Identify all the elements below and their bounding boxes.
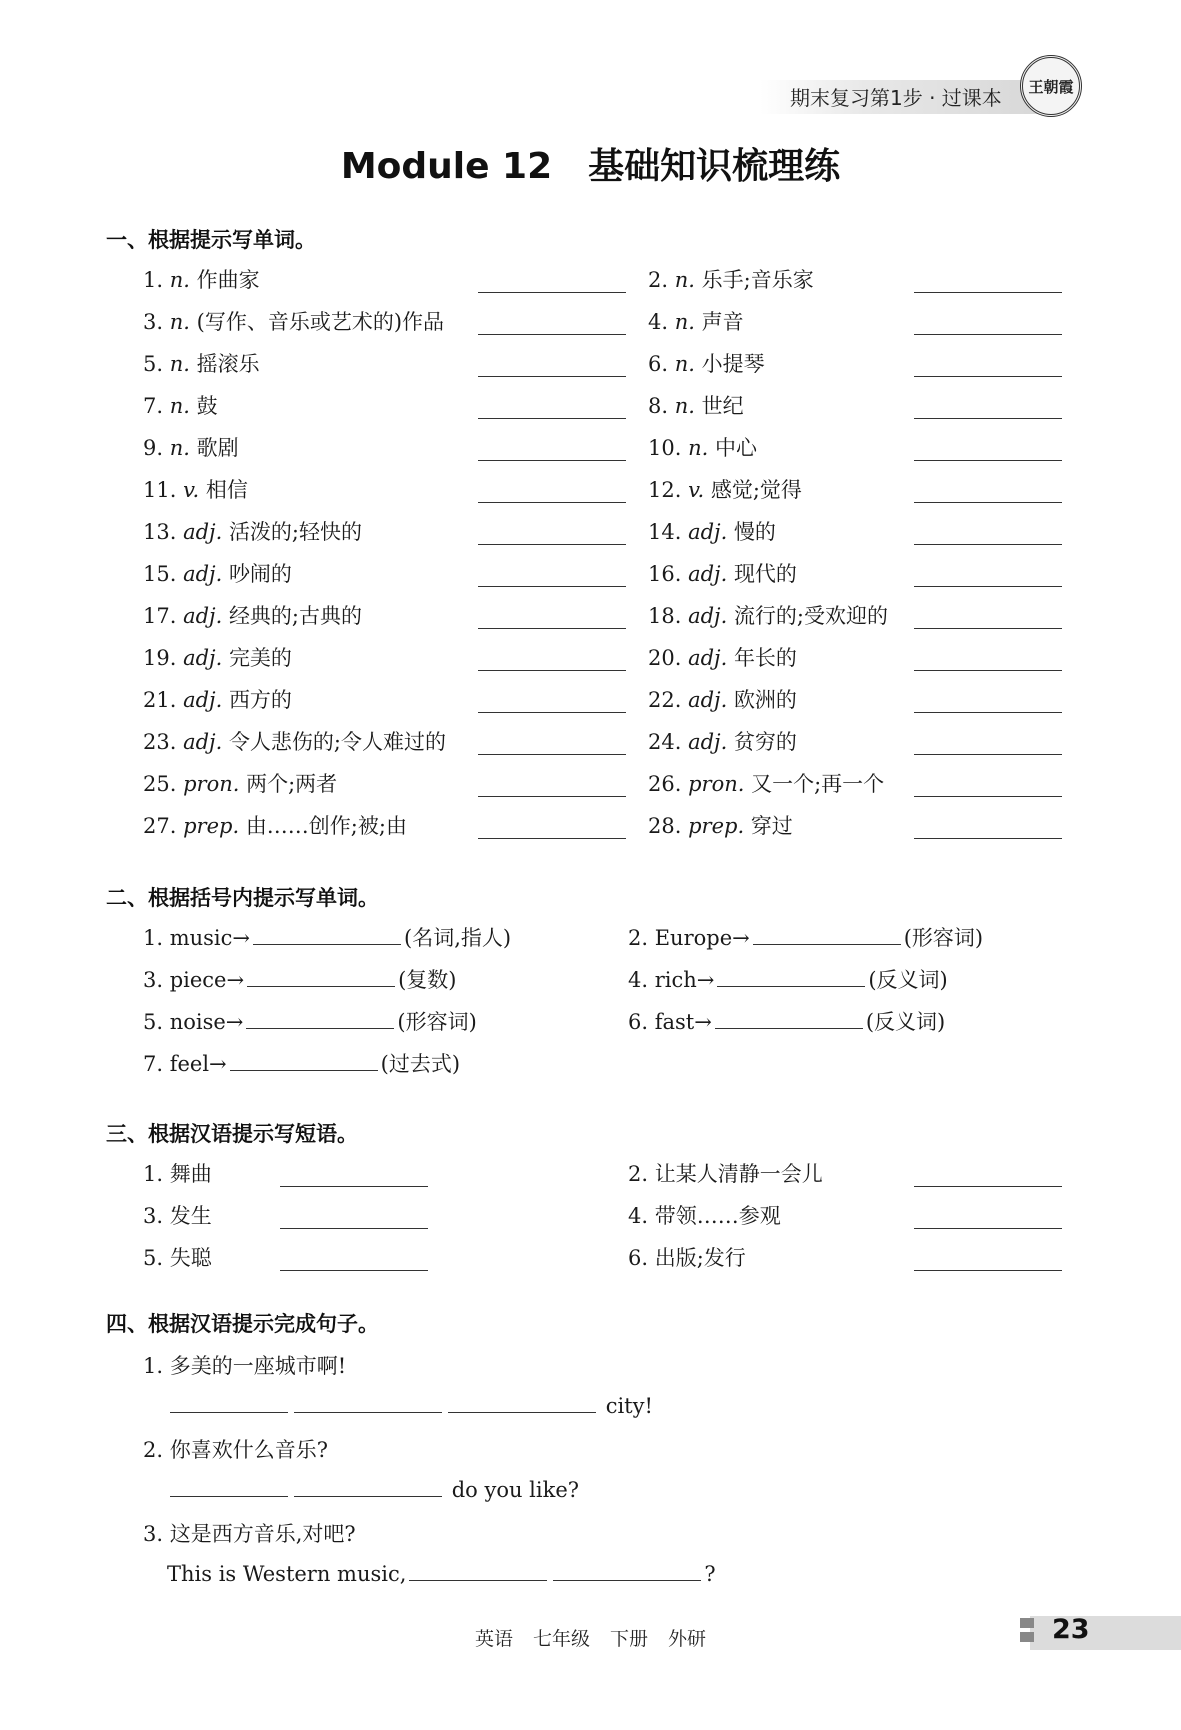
s1-item [143, 390, 218, 420]
s1-item-pos: n. [169, 394, 190, 418]
s4-q3-blank-1[interactable] [409, 1560, 547, 1581]
series-label: 期末复习第1步 · 过课本 [790, 86, 1002, 110]
s2-item-prompt: 1. music→ [143, 926, 250, 950]
s1-item-number: 25. [143, 772, 177, 796]
s1-answer-blank[interactable] [914, 544, 1062, 545]
s1-answer-blank[interactable] [914, 754, 1062, 755]
s1-item-number: 6. [648, 352, 669, 376]
s1-item-number: 8. [648, 394, 669, 418]
s4-q3-blank-2[interactable] [553, 1560, 701, 1581]
page-number: 23 [1052, 1614, 1090, 1645]
s1-item-pos: v. [688, 478, 705, 502]
s1-item-pos: adj. [183, 604, 223, 628]
s1-item-pos: adj. [688, 604, 728, 628]
s2-item-prompt: 2. Europe→ [628, 926, 750, 950]
s1-item-number: 3. [143, 310, 164, 334]
s1-item-pos: adj. [688, 730, 728, 754]
s2-item-prompt: 6. fast→ [628, 1010, 712, 1034]
s1-item-pos: prep. [183, 814, 240, 838]
s3-answer-blank[interactable] [280, 1186, 428, 1187]
s1-item [143, 726, 446, 756]
s1-item-pos: prep. [688, 814, 745, 838]
s1-item-pos: adj. [688, 688, 728, 712]
s1-answer-blank[interactable] [914, 292, 1062, 293]
s1-item-pos: adj. [183, 646, 223, 670]
footer-subject: 英语 七年级 下册 外研 [474, 1628, 707, 1650]
s1-answer-blank[interactable] [478, 502, 626, 503]
s4-q2-tail: do you like? [451, 1478, 579, 1502]
title-subtitle: 基础知识梳理练 [588, 146, 841, 187]
s3-item: 4. 带领……参观 [628, 1204, 781, 1228]
page-title [0, 138, 1181, 189]
s4-q1-blank-3[interactable] [448, 1392, 596, 1413]
s1-answer-blank[interactable] [914, 586, 1062, 587]
s1-item-hint: 完美的 [228, 646, 292, 670]
s2-item-hint: (名词,指人) [404, 926, 512, 950]
s1-item-pos: n. [169, 436, 190, 460]
s1-item [648, 474, 802, 504]
s1-answer-blank[interactable] [478, 292, 626, 293]
s1-item [143, 306, 444, 336]
s1-item-hint: 西方的 [228, 688, 292, 712]
s2-item [143, 1006, 477, 1036]
s1-item [648, 726, 797, 756]
s1-item-hint: 现代的 [733, 562, 797, 586]
s1-answer-blank[interactable] [478, 670, 626, 671]
s2-item-prompt: 5. noise→ [143, 1010, 244, 1034]
s1-answer-blank[interactable] [914, 334, 1062, 335]
s4-q2-blank-1[interactable] [170, 1476, 288, 1497]
s4-q3-prompt: 3. 这是西方音乐,对吧? [143, 1522, 356, 1546]
s4-q2-blank-2[interactable] [294, 1476, 442, 1497]
s1-answer-blank[interactable] [478, 628, 626, 629]
s1-item-pos: v. [183, 478, 200, 502]
s4-q3-lead: This is Western music, [167, 1562, 407, 1586]
s1-item-hint: 小提琴 [701, 352, 765, 376]
s1-item-number: 24. [648, 730, 682, 754]
s1-item-number: 27. [143, 814, 177, 838]
s4-q1-blank-1[interactable] [170, 1392, 288, 1413]
s4-q1-prompt: 1. 多美的一座城市啊! [143, 1354, 347, 1378]
s1-item-pos: n. [674, 352, 695, 376]
s1-answer-blank[interactable] [914, 418, 1062, 419]
s1-item-hint: 令人悲伤的;令人难过的 [228, 730, 447, 754]
s1-answer-blank[interactable] [478, 460, 626, 461]
s4-q2-answer-line [167, 1476, 579, 1502]
s1-item-hint: 摇滚乐 [196, 352, 260, 376]
s2-item-prompt: 3. piece→ [143, 968, 245, 992]
s2-item-hint: (反义词) [865, 1010, 946, 1034]
s1-item-hint: 相信 [205, 478, 248, 502]
s1-item [143, 810, 407, 840]
s1-answer-blank[interactable] [914, 628, 1062, 629]
s1-item-number: 1. [143, 268, 164, 292]
s1-item-number: 22. [648, 688, 682, 712]
s1-answer-blank[interactable] [478, 544, 626, 545]
s4-q3-answer-line [167, 1560, 716, 1586]
s4-q2-prompt: 2. 你喜欢什么音乐? [143, 1438, 328, 1462]
s1-item-number: 28. [648, 814, 682, 838]
s3-item: 5. 失聪 [143, 1246, 212, 1270]
s1-item [648, 516, 776, 546]
s1-item-hint: 又一个;再一个 [751, 772, 885, 796]
s1-answer-blank[interactable] [914, 460, 1062, 461]
s2-item [628, 1006, 945, 1036]
s2-item-hint: (形容词) [903, 926, 984, 950]
s1-item-number: 5. [143, 352, 164, 376]
s1-item-hint: 中心 [714, 436, 757, 460]
s3-item: 1. 舞曲 [143, 1162, 212, 1186]
s1-item [143, 432, 239, 462]
s1-item-number: 26. [648, 772, 682, 796]
s1-answer-blank[interactable] [914, 502, 1062, 503]
s1-item [648, 348, 765, 378]
s4-q1-answer-line [167, 1392, 653, 1418]
s1-item-pos: pron. [688, 772, 745, 796]
s1-item-hint: 流行的;受欢迎的 [733, 604, 889, 628]
s1-item-number: 19. [143, 646, 177, 670]
s1-item [648, 264, 814, 294]
s1-item-hint: 经典的;古典的 [228, 604, 363, 628]
s1-item-number: 16. [648, 562, 682, 586]
s3-item: 6. 出版;发行 [628, 1246, 746, 1270]
s1-item-hint: 穿过 [750, 814, 793, 838]
publisher-logo: 王朝霞 [1020, 55, 1082, 117]
s1-item-number: 20. [648, 646, 682, 670]
s1-item-hint: 乐手;音乐家 [701, 268, 814, 292]
s1-item-number: 13. [143, 520, 177, 544]
s2-answer-blank[interactable] [253, 924, 401, 945]
s2-item [628, 964, 948, 994]
s1-answer-blank[interactable] [478, 586, 626, 587]
section4-heading: 四、根据汉语提示完成句子。 [106, 1312, 379, 1336]
s1-item-hint: 感觉;觉得 [710, 478, 802, 502]
s1-answer-blank[interactable] [478, 754, 626, 755]
s1-item [648, 390, 744, 420]
s1-item-hint: 两个;两者 [246, 772, 338, 796]
s1-item-number: 21. [143, 688, 177, 712]
s1-item-pos: adj. [688, 520, 728, 544]
s1-item-number: 14. [648, 520, 682, 544]
s1-item-number: 4. [648, 310, 669, 334]
s1-item [143, 558, 292, 588]
s1-answer-blank[interactable] [478, 334, 626, 335]
s1-item-number: 12. [648, 478, 682, 502]
s1-item-pos: adj. [688, 646, 728, 670]
s1-item-hint: 声音 [701, 310, 744, 334]
s2-item [143, 964, 456, 994]
s2-item-hint: (形容词) [397, 1010, 477, 1034]
s4-q1-tail: city! [605, 1394, 653, 1418]
s1-item-hint: 欧洲的 [733, 688, 797, 712]
s1-item [648, 558, 797, 588]
module-label: Module 12 [340, 146, 553, 187]
s2-answer-blank[interactable] [753, 924, 901, 945]
s1-item-pos: n. [169, 352, 190, 376]
s1-answer-blank[interactable] [914, 712, 1062, 713]
s2-item [628, 922, 983, 952]
s1-item [648, 306, 744, 336]
s1-answer-blank[interactable] [914, 376, 1062, 377]
s1-item-hint: 世纪 [701, 394, 744, 418]
s1-answer-blank[interactable] [478, 796, 626, 797]
s1-item [648, 768, 884, 798]
s1-answer-blank[interactable] [478, 838, 626, 839]
s1-item [648, 432, 757, 462]
s2-answer-blank[interactable] [247, 966, 395, 987]
s3-answer-blank[interactable] [914, 1186, 1062, 1187]
s1-item-number: 2. [648, 268, 669, 292]
s1-item-number: 18. [648, 604, 682, 628]
s1-answer-blank[interactable] [478, 712, 626, 713]
s1-item-hint: 由……创作;被;由 [245, 814, 407, 838]
s1-item [143, 600, 362, 630]
s1-item-number: 15. [143, 562, 177, 586]
s1-item-number: 9. [143, 436, 164, 460]
s1-item-pos: n. [169, 268, 190, 292]
s4-q1-blank-2[interactable] [294, 1392, 442, 1413]
section2-heading: 二、根据括号内提示写单词。 [106, 886, 379, 910]
s1-item-pos: n. [169, 310, 190, 334]
s1-item-pos: adj. [183, 730, 223, 754]
s1-answer-blank[interactable] [478, 376, 626, 377]
s2-item-prompt: 4. rich→ [628, 968, 715, 992]
s1-answer-blank[interactable] [478, 418, 626, 419]
s1-item-hint: 歌剧 [196, 436, 239, 460]
s1-item-pos: n. [674, 310, 695, 334]
s1-item-hint: 贫穷的 [733, 730, 797, 754]
s1-item [143, 348, 260, 378]
s1-item [648, 810, 793, 840]
s3-item: 3. 发生 [143, 1204, 212, 1228]
s3-answer-blank[interactable] [280, 1228, 428, 1229]
s1-item-pos: n. [674, 394, 695, 418]
s1-item-pos: adj. [183, 520, 223, 544]
s2-answer-blank[interactable] [230, 1050, 378, 1071]
s1-item-pos: adj. [183, 562, 223, 586]
s1-item-hint: (写作、音乐或艺术的)作品 [196, 310, 445, 334]
s1-item-pos: adj. [183, 688, 223, 712]
s1-item [143, 768, 337, 798]
s1-item [143, 684, 292, 714]
s1-item-hint: 作曲家 [196, 268, 260, 292]
s1-item-number: 17. [143, 604, 177, 628]
s2-item [143, 922, 511, 952]
s1-item-hint: 慢的 [733, 520, 776, 544]
s1-answer-blank[interactable] [914, 670, 1062, 671]
s1-item [143, 642, 292, 672]
s3-item: 2. 让某人清静一会儿 [628, 1162, 823, 1186]
s1-item-pos: n. [674, 268, 695, 292]
s1-item-hint: 鼓 [196, 394, 218, 418]
s2-item [143, 1048, 460, 1078]
s1-item-number: 10. [648, 436, 682, 460]
s2-item-prompt: 7. feel→ [143, 1052, 227, 1076]
s1-item [648, 684, 797, 714]
s1-item-hint: 活泼的;轻快的 [228, 520, 363, 544]
s1-item-hint: 年长的 [733, 646, 797, 670]
s1-answer-blank[interactable] [914, 838, 1062, 839]
section3-heading: 三、根据汉语提示写短语。 [106, 1122, 358, 1146]
s1-item-pos: adj. [688, 562, 728, 586]
section1-heading: 一、根据提示写单词。 [106, 228, 316, 252]
s1-item-number: 7. [143, 394, 164, 418]
s2-item-hint: (过去式) [380, 1052, 461, 1076]
s2-answer-blank[interactable] [717, 966, 865, 987]
s4-q3-tail: ? [704, 1562, 716, 1586]
s1-item [143, 264, 260, 294]
s3-answer-blank[interactable] [914, 1228, 1062, 1229]
s1-item [143, 474, 248, 504]
s2-item-hint: (反义词) [868, 968, 948, 992]
s3-answer-blank[interactable] [280, 1270, 428, 1271]
page-deco [1020, 1618, 1034, 1646]
s2-item-hint: (复数) [398, 968, 457, 992]
s2-answer-blank[interactable] [715, 1008, 863, 1029]
s1-item-number: 11. [143, 478, 177, 502]
s1-item-pos: n. [688, 436, 709, 460]
s1-answer-blank[interactable] [914, 796, 1062, 797]
s1-item [143, 516, 362, 546]
s1-item-pos: pron. [183, 772, 240, 796]
s1-item [648, 642, 797, 672]
s1-item-hint: 吵闹的 [228, 562, 292, 586]
s1-item [648, 600, 888, 630]
s3-answer-blank[interactable] [914, 1270, 1062, 1271]
s2-answer-blank[interactable] [246, 1008, 394, 1029]
s1-item-number: 23. [143, 730, 177, 754]
